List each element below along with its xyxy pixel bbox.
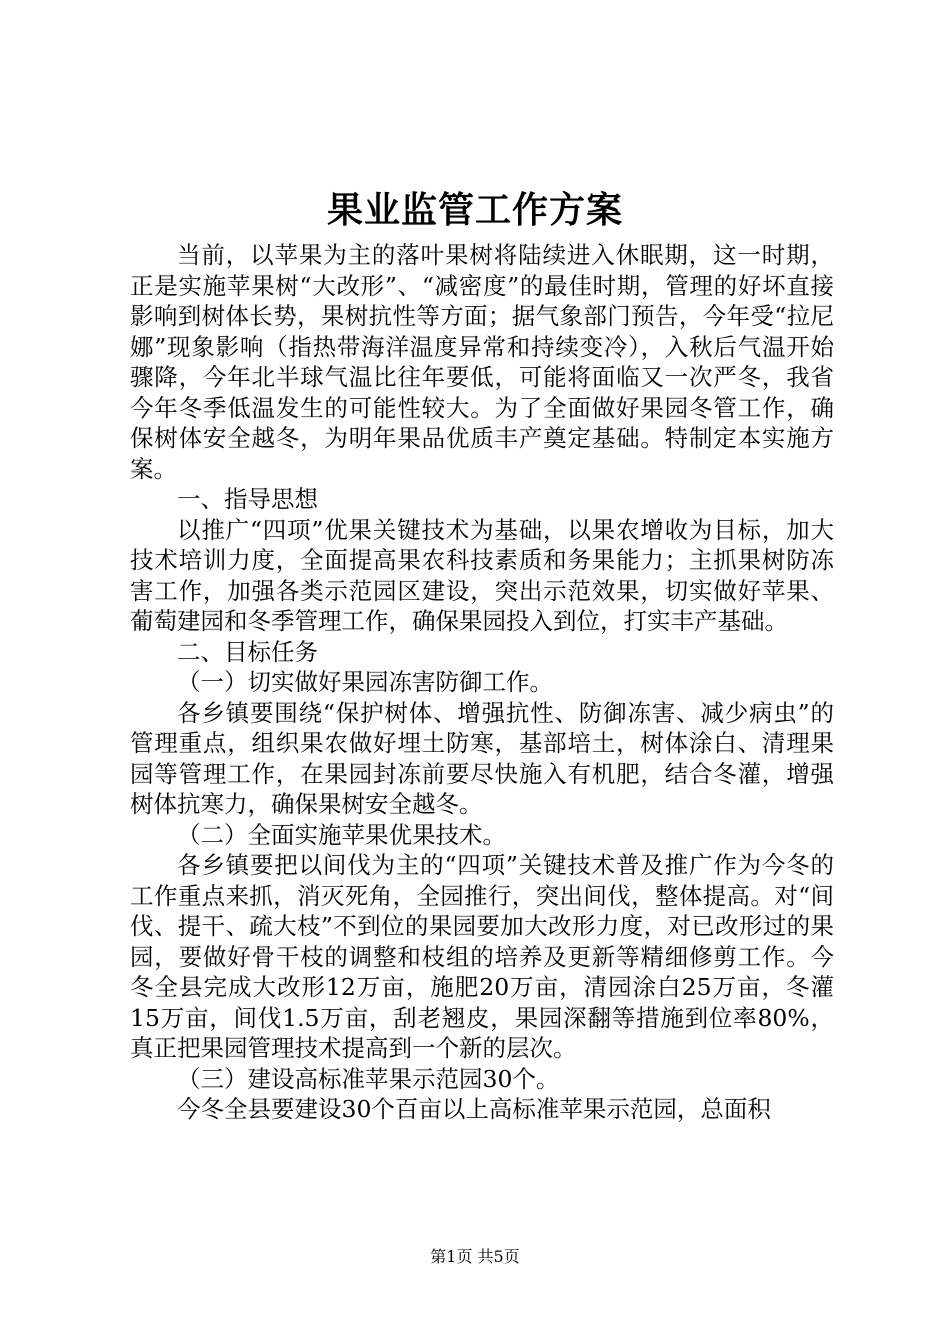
document-title: 果业监管工作方案 [326, 189, 623, 231]
subsection-heading-apple-tech: （二）全面实施苹果优果技术。 [177, 820, 506, 849]
subsection-heading-frost-defense: （一）切实做好果园冻害防御工作。 [177, 668, 553, 696]
demo-orchards-paragraph: 今冬全县要建设30个百亩以上高标准苹果示范园，总面积 [177, 1095, 771, 1123]
guiding-ideology-paragraph: 以推广“四项”优果关键技术为基础，以果农增收为目标，加大技术培训力度，全面提高果农科技素质和务果能力；主抓果树防冻害工作，加强各类示范园区建设，突出示范效果，切实做好苹果、葡萄建园和冬季管理工作，确保果园投入到位，打实丰产基础。 [130, 515, 834, 635]
document-body [130, 240, 834, 1125]
section-heading-guiding-ideology: 一、指导思想 [177, 485, 318, 513]
apple-tech-paragraph: 各乡镇要把以间伐为主的“四项”关键技术普及推广作为今冬的工作重点来抓，消灭死角，全园推行，突出间伐，整体提高。对“间伐、提干、疏大枝”不到位的果园要加大改形力度，对已改形过的果园，要做好骨干枝的调整和枝组的培养及更新等精细修剪工作。今冬全县完成大改形12万亩，施肥20万亩，清园涂白25万亩，冬灌15万亩，间伐1.5万亩，刮老翘皮，果园深翻等措施到位率80%，真正把果园管理技术提高到一个新的层次。 [130, 851, 834, 1062]
section-heading-goals: 二、目标任务 [177, 637, 318, 666]
frost-defense-paragraph: 各乡镇要围绕“保护树体、增强抗性、防御冻害、减少病虫”的管理重点，组织果农做好埋土防寒，基部培土，树体涂白、清理果园等管理工作，在果园封冻前要尽快施入有机肥，结合冬灌，增强树体抗寒力，确保果树安全越冬。 [130, 698, 834, 818]
subsection-heading-demo-orchards: （三）建设高标准苹果示范园30个。 [177, 1064, 560, 1093]
page-footer: 第1页 共5页 [430, 1247, 520, 1266]
intro-paragraph: 当前，以苹果为主的落叶果树将陆续进入休眠期，这一时期，正是实施苹果树“大改形”、“减密度”的最佳时期，管理的好坏直接影响到树体长势，果树抗性等方面；据气象部门预告，今年受“拉尼娜”现象影响（指热带海洋温度异常和持续变冷），入秋后气温开始骤降，今年北半球气温比往年要低，可能将面临又一次严冬，我省今年冬季低温发生的可能性较大。为了全面做好果园冬管工作，确保树体安全越冬，为明年果品优质丰产奠定基础。特制定本实施方案。 [130, 241, 834, 483]
